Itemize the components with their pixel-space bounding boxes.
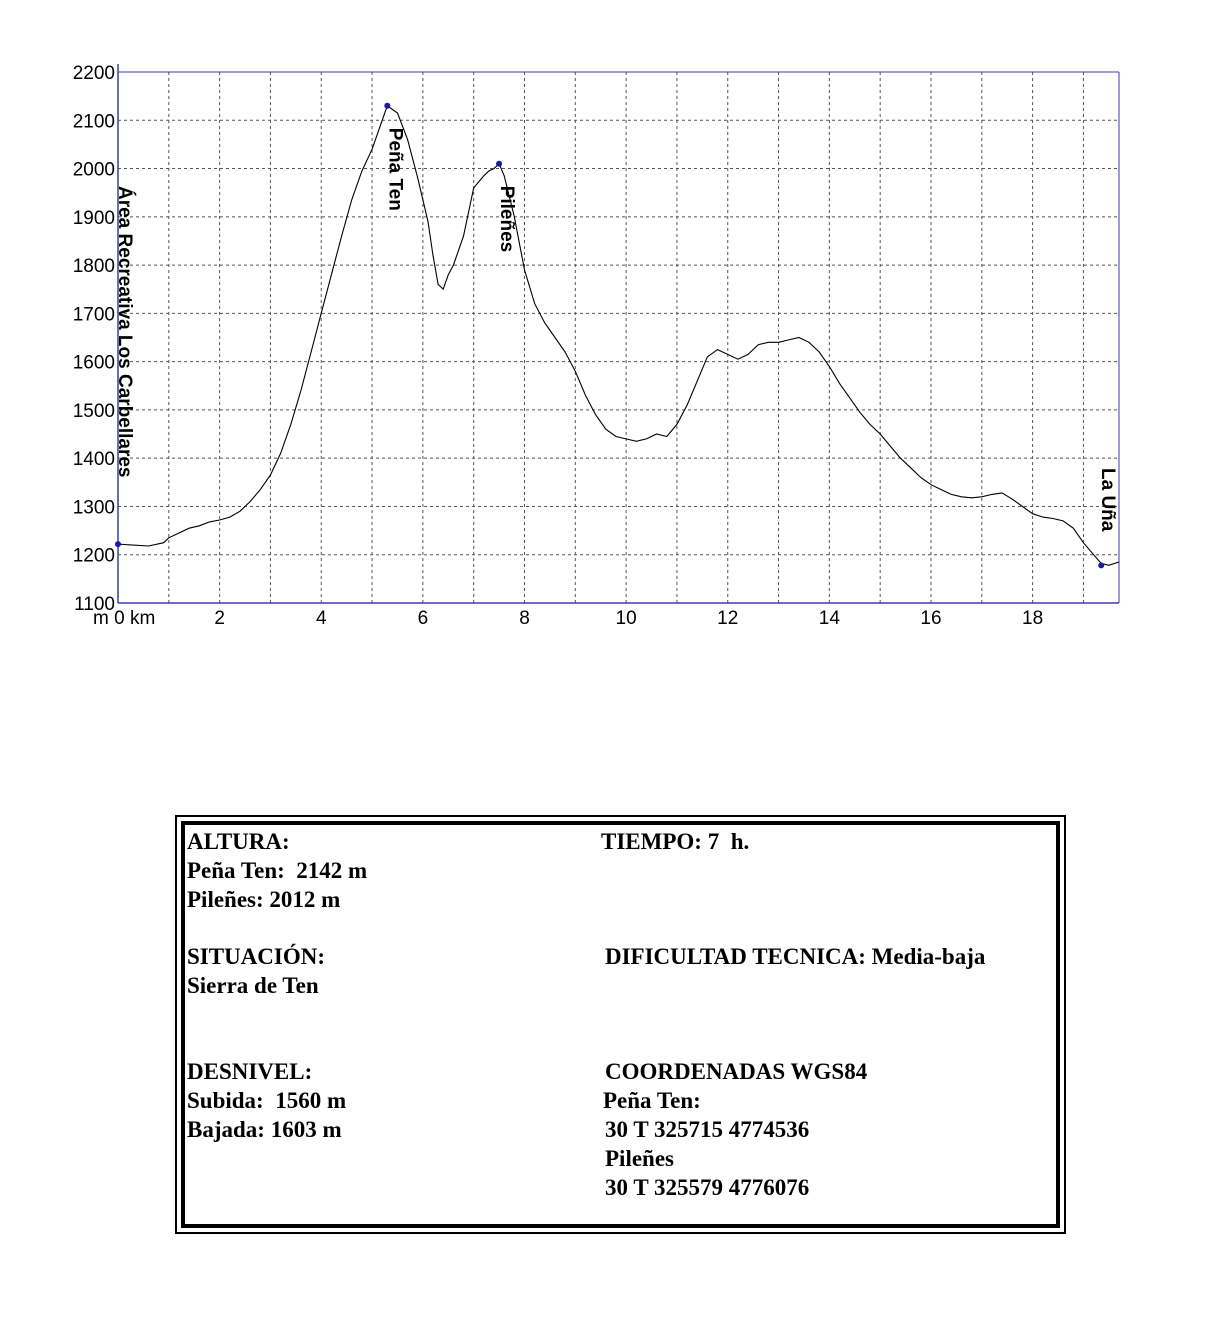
- desnivel-bajada: Bajada: 1603 m: [187, 1117, 342, 1142]
- elevation-profile-line: [118, 106, 1119, 566]
- y-tick-label: 1300: [72, 497, 115, 519]
- x-tick-label: 18: [1022, 608, 1044, 629]
- chart-svg: [0, 0, 1224, 660]
- waypoint-marker: [384, 103, 390, 109]
- altura-title: ALTURA:: [187, 829, 290, 854]
- coord-pena-ten-label: Peña Ten:: [603, 1088, 701, 1113]
- x-tick-label: 14: [818, 608, 840, 629]
- x-tick-label: 4: [315, 608, 327, 629]
- y-tick-label: 1500: [72, 400, 115, 422]
- x-tick-label: 8: [519, 608, 530, 629]
- y-tick-label: 1200: [72, 545, 115, 567]
- x-tick-label: 6: [417, 608, 429, 629]
- desnivel-subida: Subida: 1560 m: [187, 1088, 347, 1113]
- tiempo: TIEMPO: 7 h.: [601, 829, 750, 854]
- coord-pilenes-label: Pileñes: [605, 1146, 674, 1171]
- route-info-box: [175, 815, 1066, 1234]
- y-tick-label: 2200: [72, 63, 115, 84]
- x-tick-label: 16: [920, 608, 942, 629]
- y-tick-label: 1400: [72, 449, 115, 471]
- y-tick-label: 1700: [72, 304, 115, 326]
- dificultad-tecnica: DIFICULTAD TECNICA: Media-baja: [605, 944, 986, 969]
- y-tick-label: 1900: [72, 207, 115, 229]
- coordenadas-title: COORDENADAS WGS84: [605, 1059, 868, 1084]
- y-tick-label: 2000: [72, 159, 115, 181]
- waypoint-marker: [1098, 562, 1104, 568]
- altura-pilenes: Pileñes: 2012 m: [187, 887, 341, 912]
- x-tick-label: 2: [214, 608, 225, 629]
- situacion-title: SITUACIÓN:: [187, 944, 326, 969]
- coord-pilenes-value: 30 T 325579 4776076: [605, 1175, 810, 1200]
- waypoint-marker: [496, 161, 502, 167]
- y-tick-label: 1600: [72, 352, 115, 374]
- y-tick-label: 1800: [72, 256, 115, 278]
- x-tick-label: 10: [615, 608, 637, 629]
- waypoint-label: La Uña: [1097, 468, 1119, 532]
- coord-pena-ten-value: 30 T 325715 4774536: [605, 1117, 810, 1142]
- elevation-profile-chart: [0, 0, 1224, 660]
- chart-canvas: [0, 0, 1224, 660]
- waypoint-marker: [115, 541, 121, 547]
- y-tick-label: 1100: [74, 594, 115, 615]
- waypoint-label: Peña Ten: [384, 127, 406, 211]
- situacion-value: Sierra de Ten: [187, 973, 319, 998]
- y-tick-label: 2100: [72, 111, 115, 133]
- desnivel-title: DESNIVEL:: [187, 1059, 313, 1084]
- waypoint-label: Pileñes: [496, 185, 518, 253]
- x-tick-label-zero: m 0 km: [93, 608, 156, 629]
- altura-pena-ten: Peña Ten: 2142 m: [187, 858, 368, 883]
- waypoint-label: Área Recreativa Los Carbellares: [114, 186, 135, 478]
- x-tick-label: 12: [717, 608, 739, 629]
